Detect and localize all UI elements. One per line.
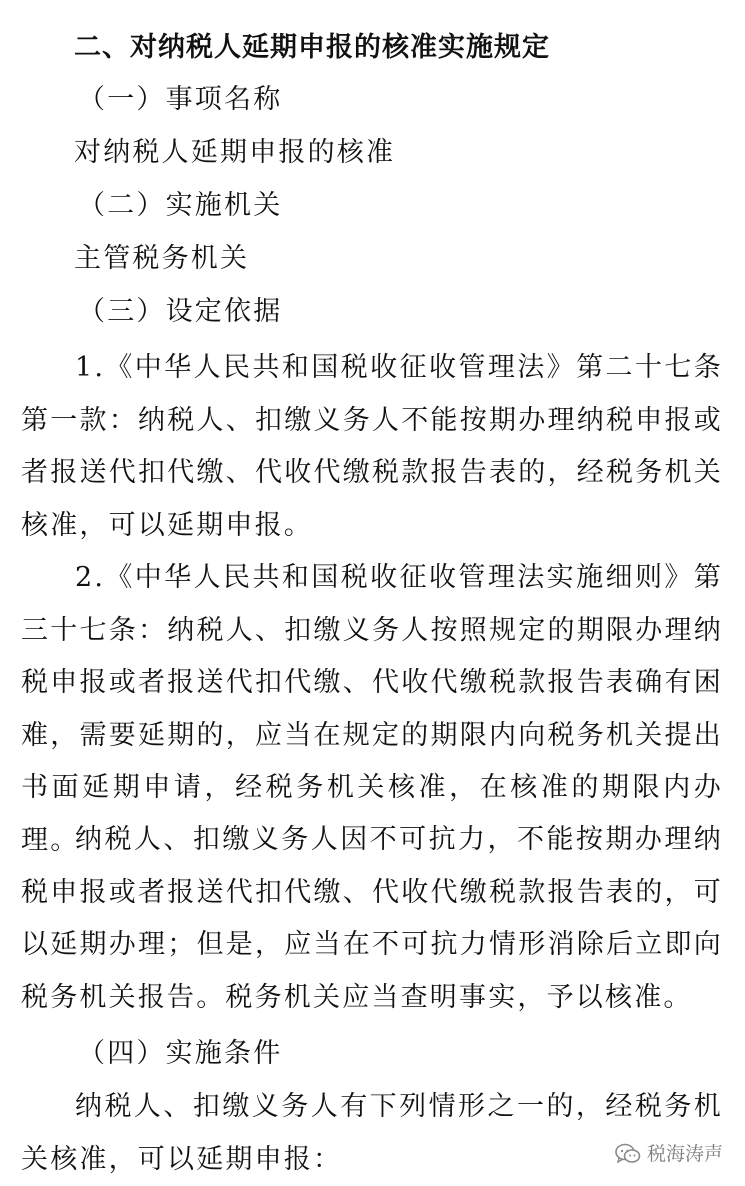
section-title: 二、对纳税人延期申报的核准实施规定 (74, 32, 550, 63)
item-3-heading: （三）设定依据 (78, 296, 283, 327)
basis-paragraph-1: 1.《中华人民共和国税收征收管理法》第二十七条第一款：纳税人、扣缴义务人不能按期办理纳税申报或者报送代扣代缴、代收代缴税款报告表的，经税务机关核准，可以延期申报。 (21, 352, 723, 541)
item-2-heading: （二）实施机关 (78, 190, 283, 221)
watermark-text: 税海涛声 (646, 1143, 723, 1165)
watermark (615, 1142, 723, 1166)
item-1-heading: （一）事项名称 (78, 84, 283, 115)
basis-paragraph-2: 2.《中华人民共和国税收征收管理法实施细则》第三十七条：纳税人、扣缴义务人按照规定的期限办理纳税申报或者报送代扣代缴、代收代缴税款报告表确有困难，需要延期的，应当在规定的期限内向税务机关提出书面延期申请，经税务机关核准，在核准的期限内办理。 (21, 562, 723, 856)
item-1-text: 对纳税人延期申报的核准 (74, 137, 396, 168)
item-4-heading: （四）实施条件 (78, 1038, 283, 1069)
item-2-text: 主管税务机关 (74, 243, 250, 274)
basis-paragraph-3: 纳税人、扣缴义务人因不可抗力，不能按期办理纳税申报或者报送代扣代缴、代收代缴税款报告表的，可以延期办理；但是，应当在不可抗力情形消除后立即向税务机关报告。税务机关应当查明事实，予以核准。 (21, 824, 723, 1013)
wechat-icon (615, 1143, 641, 1165)
conditions-intro-paragraph: 纳税人、扣缴义务人有下列情形之一的，经税务机关核准，可以延期申报： (21, 1091, 723, 1175)
